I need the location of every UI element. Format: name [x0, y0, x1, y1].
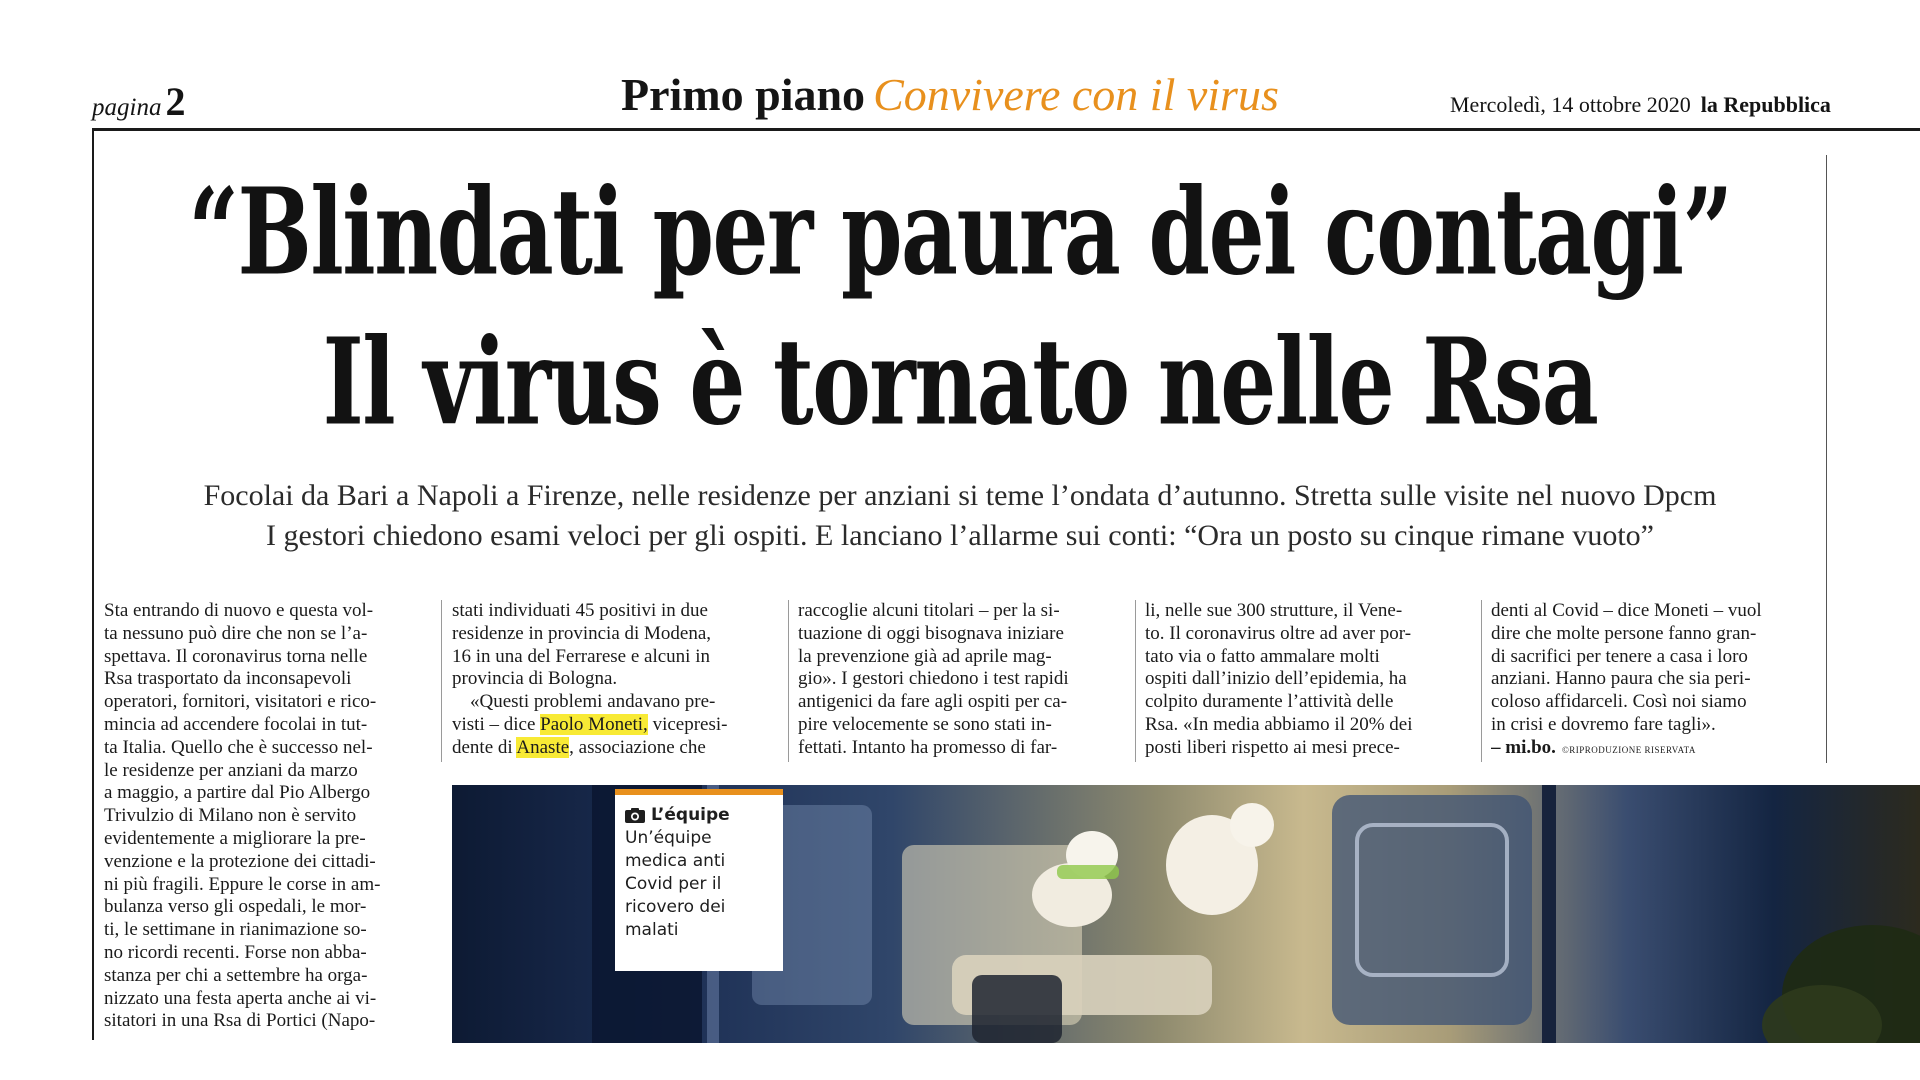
article-line: ospiti dall’inizio dell’epidemia, ha — [1145, 668, 1407, 690]
article-line: stanza per chi a settembre ha orga- — [104, 964, 368, 986]
article-line: operatori, fornitori, visitatori e rico- — [104, 691, 377, 713]
article-line: fettati. Intanto ha promesso di far- — [798, 736, 1058, 758]
article-line: Rsa. «In media abbiamo il 20% dei — [1145, 713, 1413, 735]
article-line: spettava. Il coronavirus torna nelle — [104, 645, 368, 667]
column-divider — [1135, 600, 1136, 762]
issue-date: Mercoledì, 14 ottobre 2020 — [1450, 92, 1691, 117]
caption-title: L’équipe — [651, 805, 730, 825]
article-line: mincia ad accendere focolai in tut- — [104, 713, 368, 735]
article-line: dire che molte persone fanno gran- — [1491, 622, 1757, 644]
column-divider — [788, 600, 789, 762]
article-line: sitatori in una Rsa di Portici (Napo- — [104, 1010, 376, 1032]
article-line: no ricordi recenti. Forse non abba- — [104, 941, 367, 963]
article-line — [452, 737, 778, 760]
article-text: dente di — [452, 736, 517, 758]
rights-notice: ©RIPRODUZIONE RISERVATA — [1561, 744, 1696, 755]
article-line: la prevenzione già ad aprile mag- — [798, 645, 1052, 667]
article-text: , associazione che — [569, 736, 706, 758]
caption-text: Un’équipe medica anti Covid per il ricovero dei malati — [625, 828, 726, 940]
article-line: li, nelle sue 300 strutture, il Vene- — [1145, 600, 1403, 621]
article-line: antigenici da fare agli ospiti per ca- — [798, 691, 1068, 713]
caption-title-row — [625, 805, 773, 825]
article-column-4 — [1145, 600, 1471, 762]
headline-line-2: Il virus è tornato nelle Rsa — [322, 311, 1598, 452]
author-signature: – mi.bo. — [1491, 736, 1556, 758]
article-column-1 — [104, 600, 430, 1038]
left-rule — [92, 128, 94, 1040]
article-line: raccoglie alcuni titolari – per la si- — [798, 600, 1060, 621]
column-divider — [441, 600, 442, 762]
article-line: ta nessuno può dire che non se l’a- — [104, 622, 368, 644]
article-line: venzione e la protezione dei cittadi- — [104, 850, 376, 872]
camera-icon — [625, 808, 645, 823]
article-line: Trivulzio di Milano non è servito — [104, 805, 357, 827]
article-line: in crisi e dovremo fare tagli». — [1491, 713, 1716, 735]
page-number-value: 2 — [165, 79, 186, 124]
article-line: provincia di Bologna. — [452, 668, 618, 690]
article-line: di sacrifici per tenere a casa i loro — [1491, 645, 1748, 667]
article-line: ta Italia. Quello che è successo nel- — [104, 736, 373, 758]
article-line: tato via o fatto ammalare molti — [1145, 645, 1380, 667]
column-divider — [1481, 600, 1482, 762]
article-line — [452, 714, 778, 737]
article-line: ni più fragili. Eppure le corse in am- — [104, 873, 381, 895]
headline-line-1: “Blindati per paura dei contagi” — [188, 161, 1732, 302]
publication-name: la Repubblica — [1700, 92, 1831, 117]
article-line: anziani. Hanno paura che sia peri- — [1491, 668, 1751, 690]
right-rule — [1826, 155, 1827, 763]
article-line: Sta entrando di nuovo e questa vol- — [104, 600, 374, 621]
article-line: coloso affidarceli. Così noi siamo — [1491, 691, 1747, 713]
article-line: posti liberi rispetto ai mesi prece- — [1145, 736, 1400, 758]
article-column-5 — [1491, 600, 1817, 762]
standfirst-line-2: I gestori chiedono esami veloci per gli ospiti. E lanciano l’allarme sui conti: “Ora un posto su cinque rimane vuoto” — [266, 519, 1654, 552]
article-line: 16 in una del Ferrarese e alcuni in — [452, 645, 710, 667]
article-line: pire velocemente se sono stati in- — [798, 713, 1052, 735]
article-line: evidentemente a migliorare la pre- — [104, 827, 366, 849]
article-line: to. Il coronavirus oltre ad aver por- — [1145, 622, 1412, 644]
dateline — [1450, 92, 1831, 118]
page-word: pagina — [92, 94, 162, 121]
top-rule — [92, 128, 1920, 131]
article-line: a maggio, a partire dal Pio Albergo — [104, 782, 371, 804]
article-line: le residenze per anziani da marzo — [104, 759, 358, 781]
article-line: denti al Covid – dice Moneti – vuol — [1491, 600, 1762, 621]
article-line: stati individuati 45 positivi in due — [452, 600, 708, 621]
section-subtitle: Convivere con il virus — [873, 69, 1279, 120]
byline — [1491, 737, 1817, 762]
article-line: Rsa trasportato da inconsapevoli — [104, 668, 352, 690]
section-title: Primo piano — [621, 69, 866, 120]
article-column-2 — [452, 600, 778, 762]
article-column-3 — [798, 600, 1124, 762]
article-line: colpito duramente l’attività delle — [1145, 691, 1394, 713]
article-line: «Questi problemi andavano pre- — [470, 691, 716, 713]
photo-caption — [615, 789, 783, 971]
article-line: nizzato una festa aperta anche ai vi- — [104, 987, 377, 1009]
article-line: tuazione di oggi bisognava iniziare — [798, 622, 1064, 644]
article-text: visti – dice — [452, 713, 541, 735]
article-text: vicepresi- — [647, 713, 728, 735]
standfirst-line-1: Focolai da Bari a Napoli a Firenze, nelle residenze per anziani si teme l’ondata d’autunno. Stretta sulle visite nel nuovo Dpcm — [203, 479, 1717, 512]
article-line: bulanza verso gli ospedali, le mor- — [104, 896, 367, 918]
section-header — [621, 68, 1279, 121]
highlighted-name: Paolo Moneti, — [540, 713, 648, 735]
page-number — [92, 78, 185, 125]
article-line: gio». I gestori chiedono i test rapidi — [798, 668, 1069, 690]
article-line: ti, le settimane in rianimazione so- — [104, 919, 367, 941]
highlighted-organization: Anaste — [516, 736, 570, 758]
article-line: residenze in provincia di Modena, — [452, 622, 712, 644]
